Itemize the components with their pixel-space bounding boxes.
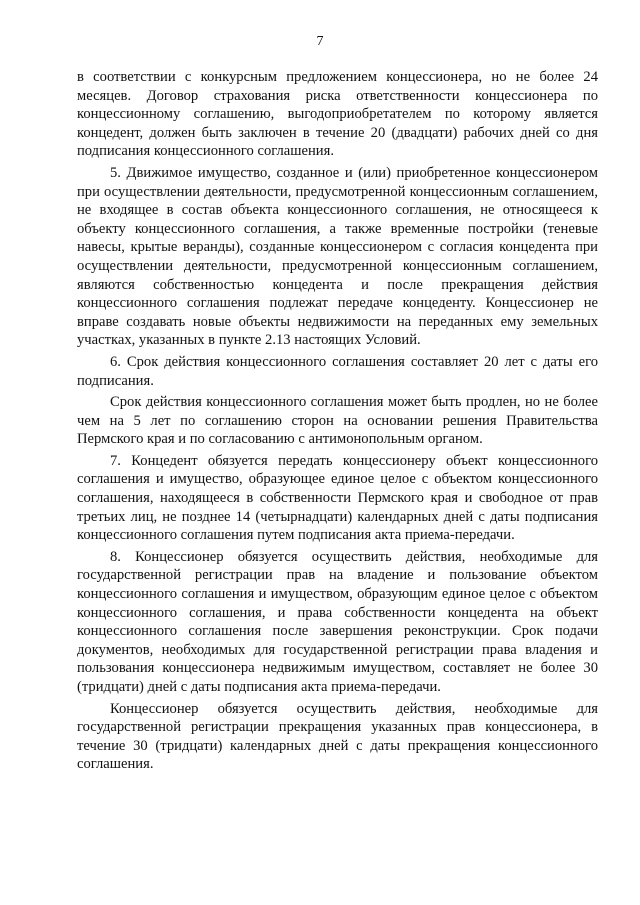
document-body (77, 68, 598, 777)
paragraph-clause-7: 7. Концедент обязуется передать концессионеру объект концессионного соглашения и имущество, образующее единое целое с объектом концессионного соглашения, находящееся в собственности Пермского края и свободное от прав третьих лиц, не позднее 14 (четырнадцати) календарных дней с даты подписания концессионного соглашения путем подписания акта приема-передачи. (77, 452, 598, 544)
paragraph-continuation: в соответствии с конкурсным предложением концессионера, но не более 24 месяцев. Договор страхования риска ответственности концессионера по концессионному соглашению, выгодоприобретателем по которому является концедент, должен быть заключен в течение 20 (двадцати) рабочих дней со дня подписания концессионного соглашения. (77, 69, 598, 160)
paragraph-clause-6: 6. Срок действия концессионного соглашения составляет 20 лет с даты его подписания. (77, 353, 598, 389)
paragraph-term-extension: Срок действия концессионного соглашения может быть продлен, но не более чем на 5 лет по соглашению сторон на основании решения Правительства Пермского края и по согласованию с антимонопольным органом. (77, 394, 598, 448)
page-number: 7 (316, 34, 324, 49)
paragraph-clause-8: 8. Концессионер обязуется осуществить действия, необходимые для государственной регистрации прав на владение и пользование объектом концессионного соглашения и имуществом, образующим единое целое с объектом концессионного соглашения, и права собственности концедента на объект концессионного соглашения после завершения реконструкции. Срок подачи документов, необходимых для государственной регистрации права владения и пользования концессионера недвижимым имуществом, составляет не более 30 (тридцати) дней с даты подписания акта приема-передачи. (77, 548, 598, 695)
paragraph-registration-termination: Концессионер обязуется осуществить действия, необходимые для государственной регистрации прекращения указанных прав концессионера, в течение 30 (тридцати) календарных дней с даты прекращения концессионного соглашения. (77, 700, 598, 773)
paragraph-clause-5: 5. Движимое имущество, созданное и (или) приобретенное концессионером при осуществлении деятельности, предусмотренной концессионным соглашением, не входящее в состав объекта концессионного соглашения, не относящееся к объекту концессионного соглашения, а также временные постройки (теневые навесы, крытые веранды), созданные концессионером с согласия концедента при осуществлении деятельности, предусмотренной концессионным соглашением, являются собственностью концедента и после прекращения действия концессионного соглашения подлежат передаче концеденту. Концессионер не вправе создавать новые объекты недвижимости на переданных ему земельных участках, указанных в пункте 2.13 настоящих Условий. (77, 164, 598, 349)
